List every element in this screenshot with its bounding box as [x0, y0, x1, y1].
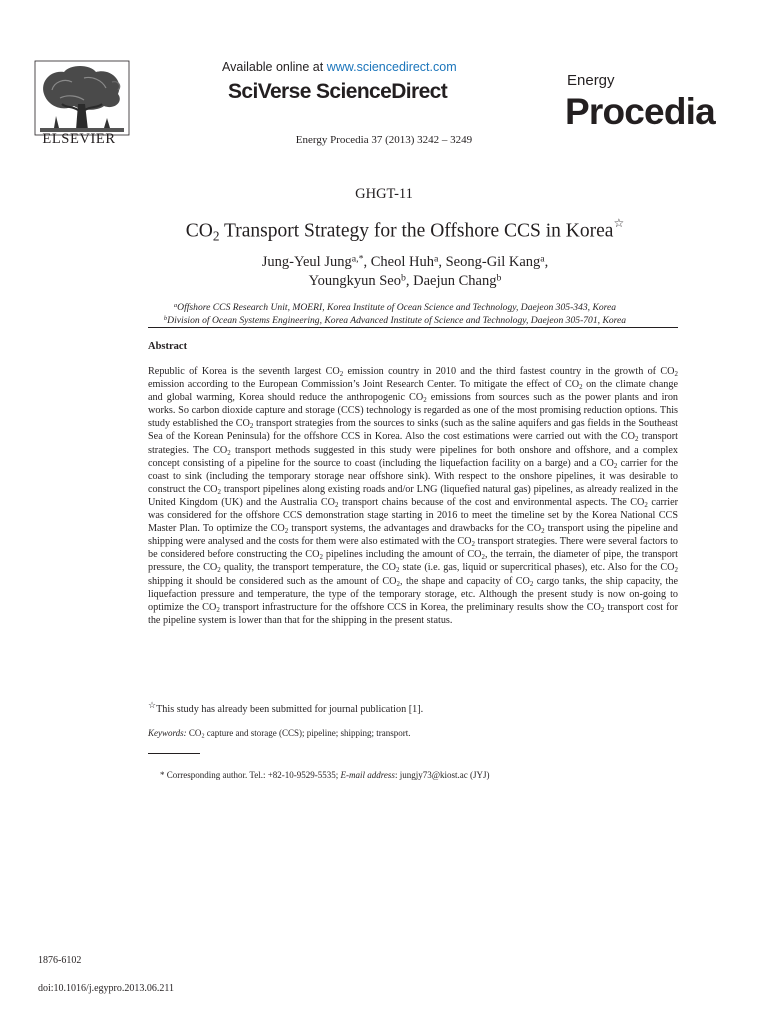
author-name: Jung-Yeul Jung: [261, 254, 352, 270]
footnote-text: This study has already been submitted for journal publication [1].: [156, 704, 424, 716]
platform-logo-text: SciVerse ScienceDirect: [228, 80, 448, 103]
affiliation-b: [0, 315, 768, 326]
keywords-line: [148, 728, 410, 738]
affiliation-text: Division of Ocean Systems Engineering, Korea Advanced Institute of Science and Technology, Daejeon 305-701, Korea: [167, 315, 627, 326]
author-affil-mark: a: [433, 253, 439, 265]
footnote-mark: ☆: [148, 700, 157, 710]
affiliation-mark: a: [173, 302, 178, 310]
abstract-body: [148, 365, 678, 627]
author-affil-mark: b: [496, 272, 502, 284]
title-subscript: 2: [212, 228, 220, 244]
section-divider: [148, 327, 678, 328]
abstract-paragraph: Republic of Korea is the seventh largest $CO_2$ emission country in 2010 and the third fastest country in the growth of $CO_2$ emission according to the European Commission’s Joint Research Center. To mitigate the effect of $CO_2$ on the climate change and global warming, Korea should reduce the anthropogenic $CO_2$ emissions from sources such as the power plants and iron works. So carbon dioxide capture and storage (CCS) technology is regarded as one of the most promising reduction options. This study established the $CO_2$ transport strategies from the sources to sinks (such as the saline aquifers and gas fields in the Southeast Sea of the Korean Peninsula) for the offshore CCS in Korea. Also the cost estimations were carried out with the $CO_2$ transport strategies. The $CO_2$ transport methods suggested in this study were pipelines for both onshore and offshore, and a complex concept consisting of a pipeline for the source to coast (including the liquefaction facility on a barge) and a $CO_2$ carrier for the coast to sink (including the temporary storage near offshore sink). With respect to the onshore pipelines, it was desirable to construct the $CO_2$ transport pipelines along existing roads and/or LNG (liquefied natural gas) pipelines, as already realized in the United Kingdom (UK) and the Australia $CO_2$ transport chains because of the cost and environmental aspects. The $CO_2$ carrier was considered for the offshore CCS demonstration stage starting in 2016 to meet the timeline set by the Korea National CCS Master Plan. To optimize the $CO_2$ transport systems, the advantages and drawbacks for the $CO_2$ transport using the pipeline and shipping were analysed and the costs for them were also estimated with the $CO_2$ transport strategies. There were several factors to be considered before constructing the $CO_2$ pipelines including the amount of $CO_2$, the terrain, the diameter of pipe, the transport pressure, the $CO_2$ quality, the transport temperature, the $CO_2$ state (i.e. gas, liquid or supercritical phases), etc. Also for the $CO_2$ shipping it should be considered such as the amount of $CO_2$, the shape and capacity of $CO_2$ cargo tanks, the ship capacity, the liquefaction pressure and temperature, the type of the temporary storage, etc. Although the present study is now on-going to optimize the $CO_2$ transport infrastructure for the offshore CCS in Korea, the preliminary results show the $CO_2$ transport cost for the pipeline system is lower than that for the shipping in the present status.: [148, 366, 679, 626]
conference-name: GHGT-11: [355, 186, 413, 202]
title-footnote-mark: ☆: [613, 216, 625, 230]
author-name: Cheol Huh: [370, 254, 434, 270]
available-online-line: [222, 60, 457, 74]
publisher-name: ELSEVIER: [42, 131, 116, 147]
author-line-1: Jung-Yeul Jung$^{a,*}$, Cheol Huh$^a$, Seong-Gil Kang$^a$,: [261, 253, 549, 270]
title-footnote: [148, 700, 423, 715]
author-affil-mark: a,: [351, 253, 359, 265]
author-name: Seong-Gil Kang: [445, 254, 541, 270]
doi: doi:10.1016/j.egypro.2013.06.211: [38, 983, 175, 994]
journal-reference: Energy Procedia 37 (2013) 3242 – 3249: [295, 134, 473, 146]
keywords-subscript: 2: [201, 733, 205, 740]
issn: 1876-6102: [38, 955, 82, 966]
corresponding-email: : jungjy73@kiost.ac (JYJ): [394, 770, 490, 780]
email-label: E-mail address: [340, 770, 395, 780]
affiliation-text: Offshore CCS Research Unit, MOERI, Korea Institute of Ocean Science and Technology, Daejeon 305-343, Korea: [177, 302, 617, 313]
author-line-2: Youngkyun Seo$^b$, Daejun Chang$^b$: [308, 272, 502, 289]
author-name: Youngkyun Seo: [308, 273, 401, 289]
author-name: Daejun Chang: [413, 273, 497, 289]
corresponding-author: [160, 770, 489, 780]
available-prefix: Available online at: [222, 60, 327, 74]
affiliation-mark: b: [163, 315, 168, 323]
abstract-heading: Abstract: [148, 341, 188, 352]
author-affil-mark: a: [540, 253, 545, 265]
paper-title: [0, 216, 768, 243]
keywords-text: capture and storage (CCS); pipeline; shipping; transport.: [204, 728, 411, 738]
footnote-divider: [148, 753, 200, 754]
keywords-text: CO: [186, 728, 202, 738]
affiliation-a: [0, 302, 768, 313]
author-affil-mark: b: [400, 272, 406, 284]
sciencedirect-link[interactable]: www.sciencedirect.com: [326, 60, 457, 74]
journal-logo-procedia: Procedia: [565, 91, 715, 132]
title-part: Transport Strategy for the Offshore CCS in Korea: [219, 220, 614, 242]
author-star: *: [358, 253, 364, 265]
corresponding-mark: *: [160, 770, 165, 780]
journal-logo-energy: Energy: [567, 72, 615, 89]
corresponding-text: Corresponding author. Tel.: +82-10-9529-5535;: [164, 770, 341, 780]
keywords-label: Keywords:: [148, 728, 187, 738]
title-part: CO: [185, 220, 213, 242]
